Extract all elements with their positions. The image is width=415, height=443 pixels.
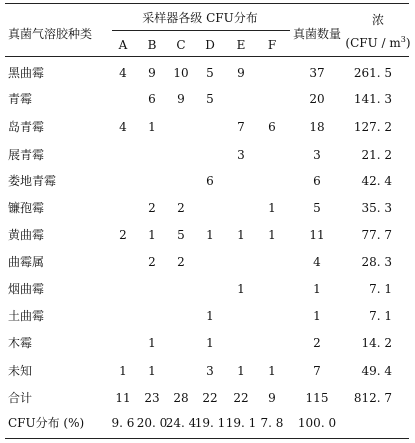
concentration-unit-text: (CFU / m: [345, 36, 401, 50]
row-label: 黄曲霉: [8, 228, 45, 242]
cell-e: 7: [237, 120, 245, 134]
cell-count: 3: [313, 148, 321, 162]
cell-d: 3: [206, 364, 214, 378]
cell-e: 22: [233, 391, 249, 405]
row-label: 土曲霉: [8, 309, 45, 323]
concentration-column-header: 浓: [371, 13, 385, 27]
cell-conc: 14. 2: [361, 336, 392, 350]
species-column-header: 真菌气溶胶种类: [8, 27, 93, 41]
cell-e: 19. 1: [225, 416, 257, 430]
cell-e: 1: [237, 282, 245, 296]
cell-count: 2: [313, 336, 321, 350]
header-rule: [5, 56, 409, 57]
cell-conc: 7. 1: [369, 282, 392, 296]
count-column-header: 真菌数量: [292, 27, 342, 41]
cell-b: 2: [148, 255, 156, 269]
cell-conc: 49. 4: [361, 364, 392, 378]
stage-header-a: A: [118, 38, 128, 52]
row-label: 曲霉属: [8, 255, 45, 269]
cell-d: 5: [206, 92, 214, 106]
cell-a: 4: [119, 120, 127, 134]
cell-count: 115: [305, 391, 329, 405]
row-label: 木霉: [8, 336, 33, 350]
cell-e: 3: [237, 148, 245, 162]
cell-d: 19. 1: [194, 416, 226, 430]
cell-c: 9: [177, 92, 185, 106]
cell-conc: 28. 3: [361, 255, 392, 269]
cell-d: 1: [206, 336, 214, 350]
cell-d: 6: [206, 174, 214, 188]
cell-b: 6: [148, 92, 156, 106]
top-rule: [5, 3, 409, 4]
cell-c: 10: [173, 66, 189, 80]
cell-b: 1: [148, 120, 156, 134]
cell-f: 7. 8: [260, 416, 284, 430]
cell-e: 1: [237, 364, 245, 378]
cell-d: 1: [206, 228, 214, 242]
cell-b: 20. 0: [136, 416, 168, 430]
cell-f: 9: [268, 391, 276, 405]
cell-conc: 77. 7: [361, 228, 392, 242]
cell-conc: 261. 5: [353, 66, 392, 80]
cell-conc: 812. 7: [353, 391, 392, 405]
row-label: 烟曲霉: [8, 282, 45, 296]
stage-group-rule: [112, 30, 290, 31]
cell-conc: 42. 4: [361, 174, 392, 188]
row-label: 娄地青霉: [8, 174, 57, 188]
cell-d: 1: [206, 309, 214, 323]
concentration-unit-superscript: 3: [400, 35, 406, 44]
cell-count: 18: [309, 120, 325, 134]
cell-c: 2: [177, 255, 185, 269]
cell-a: 11: [115, 391, 131, 405]
cell-c: 24. 4: [165, 416, 197, 430]
cell-f: 1: [268, 228, 276, 242]
cell-b: 23: [144, 391, 160, 405]
cell-f: 1: [268, 364, 276, 378]
cell-count: 4: [313, 255, 321, 269]
row-label: 岛青霉: [8, 120, 45, 134]
stage-header-b: B: [147, 38, 157, 52]
cell-count: 5: [313, 201, 321, 215]
cell-d: 5: [206, 66, 214, 80]
row-label: 展青霉: [8, 148, 45, 162]
cell-f: 1: [268, 201, 276, 215]
row-label: 镰孢霉: [8, 201, 45, 215]
stage-header-f: F: [267, 38, 277, 52]
cell-e: 9: [237, 66, 245, 80]
cell-count: 1: [313, 309, 321, 323]
row-label: 未知: [8, 364, 33, 378]
row-label: 黑曲霉: [8, 66, 45, 80]
cell-conc: 141. 3: [353, 92, 392, 106]
cell-conc: 127. 2: [353, 120, 392, 134]
cell-e: 1: [237, 228, 245, 242]
cell-count: 11: [309, 228, 325, 242]
cell-count: 100. 0: [297, 416, 337, 430]
stage-header-e: E: [236, 38, 246, 52]
cell-b: 1: [148, 336, 156, 350]
cell-count: 7: [313, 364, 321, 378]
row-label: 青霉: [8, 92, 33, 106]
cell-conc: 7. 1: [369, 309, 392, 323]
cell-c: 5: [177, 228, 185, 242]
cell-conc: 35. 3: [361, 201, 392, 215]
cell-count: 1: [313, 282, 321, 296]
cell-c: 28: [173, 391, 189, 405]
concentration-unit-close: ): [405, 36, 411, 50]
stage-header-c: C: [176, 38, 186, 52]
cell-d: 22: [202, 391, 218, 405]
cell-count: 20: [309, 92, 325, 106]
cell-a: 4: [119, 66, 127, 80]
cell-b: 1: [148, 228, 156, 242]
cell-count: 6: [313, 174, 321, 188]
cell-count: 37: [309, 66, 325, 80]
sampler-group-header: 采样器各级 CFU分布: [142, 11, 258, 25]
cell-a: 9. 6: [111, 416, 135, 430]
cell-b: 9: [148, 66, 156, 80]
cell-conc: 21. 2: [361, 148, 392, 162]
concentration-unit: [345, 36, 410, 50]
cell-c: 2: [177, 201, 185, 215]
cell-a: 1: [119, 364, 127, 378]
cell-b: 1: [148, 364, 156, 378]
row-label: CFU分布 (%): [8, 416, 85, 430]
cell-b: 2: [148, 201, 156, 215]
bottom-rule: [5, 438, 409, 439]
cell-a: 2: [119, 228, 127, 242]
row-label: 合计: [8, 391, 33, 405]
stage-header-d: D: [205, 38, 215, 52]
cell-f: 6: [268, 120, 276, 134]
